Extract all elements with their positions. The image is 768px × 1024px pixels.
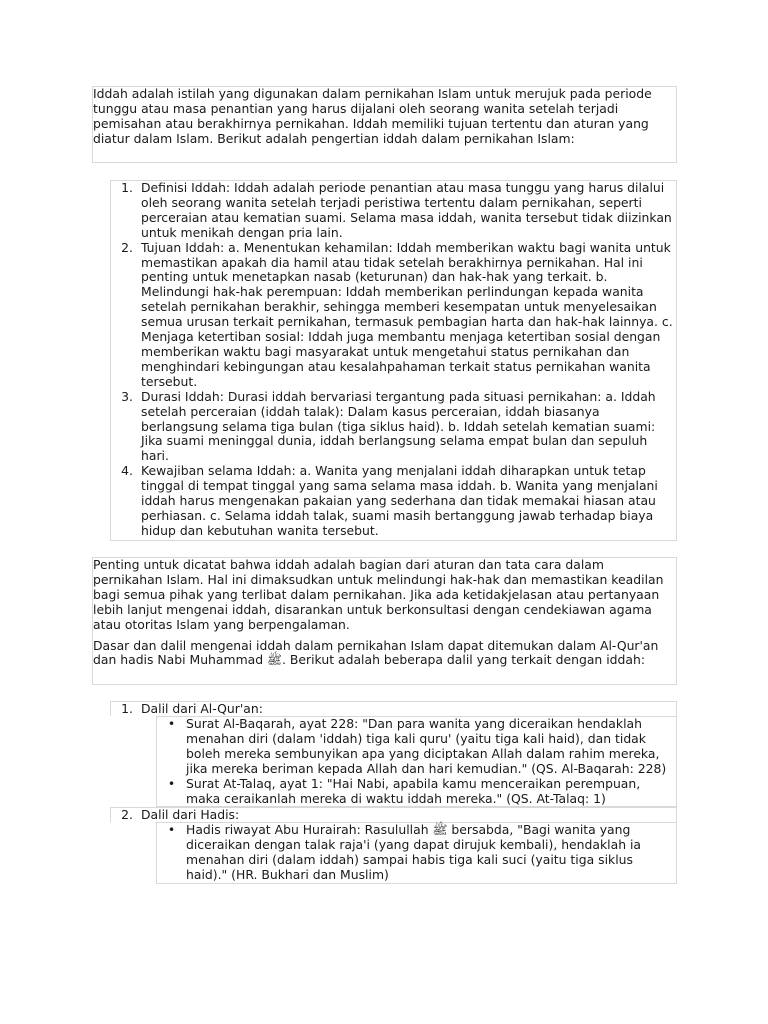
- list-item-text: Kewajiban selama Iddah: a. Wanita yang menjalani iddah diharapkan untuk tetap tinggal di tempat tinggal yang sama selama masa iddah. b. Wanita yang menjalani iddah harus mengenakan pakaian yang sederhana dan tidak memakai hiasan atau perhiasan. c. Selama iddah talak, suami masih bertanggung jawab terhadap biaya hidup dan kebutuhan wanita tersebut.: [141, 463, 658, 538]
- list-number: 3.: [121, 388, 133, 404]
- quote-text: Hadis riwayat Abu Hurairah: Rasulullah ﷺ bersabda, "Bagi wanita yang diceraikan dengan talak raja'i (yang dapat dirujuk kembali), hendaklah ia menahan diri (dalam iddah) sampai habis tiga kali suci (yaitu tiga siklus haid)." (HR. Bukhari dan Muslim): [186, 822, 642, 883]
- intro-paragraph: Iddah adalah istilah yang digunakan dalam pernikahan Islam untuk merujuk pada periode tunggu atau masa penantian yang harus dijalani oleh seorang wanita setelah terjadi pemisahan atau berakhirnya pernikahan. Iddah memiliki tujuan tertentu dan aturan yang diatur dalam Islam. Berikut adalah pengertian iddah dalam pernikahan Islam:: [93, 86, 652, 146]
- dalil-quran-sublist: [156, 716, 677, 807]
- dalil-quran-label: Dalil dari Al-Qur'an:: [141, 701, 263, 716]
- list-number: 1.: [121, 180, 133, 195]
- list-item: [157, 823, 676, 883]
- list-number: 2.: [121, 807, 133, 823]
- list-item: [157, 777, 676, 807]
- list-item-text: Definisi Iddah: Iddah adalah periode penantian atau masa tunggu yang harus dilalui oleh seorang wanita setelah terjadi peristiwa tertentu dalam pernikahan, seperti perceraian atau kematian suami. Selama masa iddah, wanita tersebut tidak diizinkan untuk menikah dengan pria lain.: [141, 180, 672, 240]
- list-number: 1.: [121, 701, 133, 716]
- list-item: [111, 241, 676, 390]
- quote-text: Surat Al-Baqarah, ayat 228: "Dan para wanita yang diceraikan hendaklah menahan diri (dalam 'iddah) tiga kali quru' (yaitu tiga kali haid), dan tidak boleh mereka sembunyikan apa yang diciptakan Allah dalam rahim mereka, jika mereka beriman kepada Allah dan hari kemudian." (QS. Al-Baqarah: 228): [186, 716, 667, 776]
- list-item: [157, 717, 676, 777]
- intro-block: [92, 86, 677, 163]
- list-number: 4.: [121, 463, 133, 479]
- list-item-text: Tujuan Iddah: a. Menentukan kehamilan: Iddah memberikan waktu bagi wanita untuk memastikan apakah dia hamil atau tidak setelah berakhirnya pernikahan. Hal ini penting untuk menetapkan nasab (keturunan) dan hak-hak yang terkait. b. Melindungi hak-hak perempuan: Iddah memberikan perlindungan kepada wanita setelah pernikahan berakhir, sehingga memberi kesempatan untuk menyelesaikan semua urusan terkait pernikahan, termasuk pembagian harta dan hak-hak lainnya. c. Menjaga ketertiban sosial: Iddah juga membantu menjaga ketertiban sosial dengan memberikan waktu bagi masyarakat untuk mengetahui status pernikahan dan menghindari kebingungan atau kesalahpahaman terkait status pernikahan wanita tersebut.: [141, 239, 673, 389]
- dalil-intro-paragraph: Dasar dan dalil mengenai iddah dalam pernikahan Islam dapat ditemukan dalam Al-Qur'an dan hadis Nabi Muhammad ﷺ. Berikut adalah beberapa dalil yang terkait dengan iddah:: [93, 637, 659, 668]
- list-item: [111, 181, 676, 241]
- dalil-hadis-item: [110, 807, 677, 822]
- dalil-quran-item: [110, 701, 677, 716]
- dalil-hadis-sublist: [156, 822, 677, 884]
- definition-list: [111, 181, 676, 539]
- bullet-marker: •: [167, 822, 176, 838]
- note-paragraph: Penting untuk dicatat bahwa iddah adalah bagian dari aturan dan tata cara dalam pernikahan Islam. Hal ini dimaksudkan untuk melindungi hak-hak dan memastikan keadilan bagi semua pihak yang terlibat dalam pernikahan. Jika ada ketidakjelasan atau pertanyaan lebih lanjut mengenai iddah, disarankan untuk berkonsultasi dengan cendekiawan agama atau otoritas Islam yang berpengalaman.: [93, 557, 664, 632]
- list-item: [111, 390, 676, 465]
- quote-text: Surat At-Talaq, ayat 1: "Hai Nabi, apabila kamu menceraikan perempuan, maka ceraikanlah mereka di waktu iddah mereka." (QS. At-Talaq: 1): [186, 775, 641, 806]
- bullet-marker: •: [167, 716, 176, 731]
- dalil-list-block: [110, 701, 677, 884]
- list-item: [111, 464, 676, 539]
- definition-list-block: [110, 180, 677, 541]
- dalil-hadis-label: Dalil dari Hadis:: [141, 807, 240, 823]
- bullet-marker: •: [167, 775, 176, 791]
- list-number: 2.: [121, 239, 133, 255]
- notes-block: [92, 557, 677, 685]
- list-item-text: Durasi Iddah: Durasi iddah bervariasi tergantung pada situasi pernikahan: a. Iddah setelah perceraian (iddah talak): Dalam kasus perceraian, iddah biasanya berlangsung selama tiga bulan (tiga siklus haid). b. Iddah setelah kematian suami: Jika suami meninggal dunia, iddah berlangsung selama empat bulan dan sepuluh hari.: [141, 388, 656, 464]
